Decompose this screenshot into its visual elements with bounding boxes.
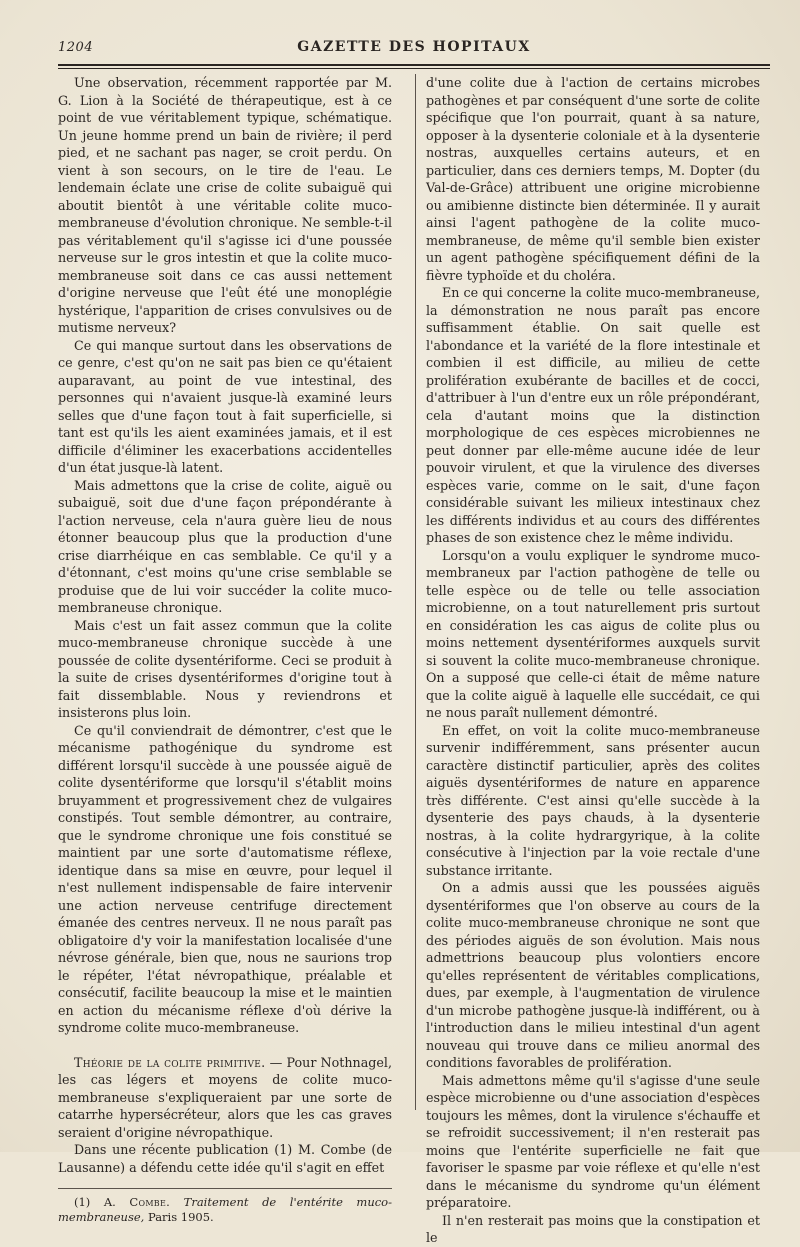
paragraph: Mais c'est un fait assez commun que la colite muco-membraneuse chronique succède à une poussée de colite dysentériforme. Ceci se produit à la suite de crises dysentériformes d'origine tout à fait dissemblable. Nous y reviendrons et insisterons plus loin. [58,617,392,720]
paragraph: Il n'en resterait pas moins que la constipation et le [426,1212,760,1245]
paragraph: En ce qui concerne la colite muco-membraneuse, la démonstration ne nous paraît pas encore suffisamment établie. On sait quelle est l'abondance et la variété de la flore intestinale et combien il est difficile, au milieu de cette prolifération exubérante de bacilles et de cocci, d'attribuer à l'un d'entre eux un rôle prépondérant, cela d'autant moins que la distinction morphologique de ces espèces microbiennes ne peut donner par elle-même aucune idée de leur pouvoir virulent, et que la virulence des diverses espèces varie, comme on le sait, d'une façon considérable suivant les milieux intestinaux chez les différents individus et au cours des différentes phases de son existence chez le même individu. [426,285,760,545]
paragraph: Ce qui manque surtout dans les observations de ce genre, c'est qu'on ne sait pas bien ce qu'étaient auparavant, au point de vue intestinal, des personnes qui n'avaient jusque-là examiné leurs selles que d'une façon tout à fait superficielle, si tant est qu'ils les aient examinées jamais, et il est difficile d'éliminer les exacerbations accidentelles d'un état jusque-là latent. [58,337,392,475]
paragraph: En effet, on voit la colite muco-membraneuse survenir indifféremment, sans présenter aucun caractère distinctif particulier, après des colites aiguës dysentériformes de nature en apparence très différente. C'est ainsi qu'elle succède à la dysenterie des pays chauds, à la dysenterie nostras, à la colite hydrargyrique, à la colite consécutive à l'injection par la voie rectale d'une substance irritante. [426,722,760,878]
paragraph: Mais admettons même qu'il s'agisse d'une seule espèce microbienne ou d'une association d'espèces toujours les mêmes, dont la virulence s'échauffe et se refroidit successivement; il n'en resterait pas moins que l'entérite superficielle ne fait que favoriser le spasme par voie réflexe et qu'elle n'est dans le mécanisme du syndrome qu'un élément préparatoire. [426,1072,760,1210]
footnote-rule [58,1188,392,1189]
left-column [58,74,392,1225]
footnote-mark: (1) A. [74,1195,130,1209]
footnote-place: Paris 1905. [144,1210,214,1224]
paragraph: On a admis aussi que les poussées aiguës dysentériformes que l'on observe au cours de la colite muco-membraneuse chronique ne sont que des périodes aiguës de son évolution. Mais nous admettrions beaucoup plus volontiers encore qu'elles représentent de véritables complications, dues, par exemple, à l'augmentation de virulence d'un microbe pathogène jusque-là indifférent, ou à l'introduction dans le milieu intestinal d'un agent nouveau qui trouve dans ce milieu anormal des conditions favorables de prolifération. [426,880,760,1070]
paragraph: Ce qu'il conviendrait de démontrer, c'est que le mécanisme pathogénique du syndrome est différent lorsqu'il succède à une poussée aiguë de colite dysentériforme que lorsqu'il s'établit moins bruyamment et progressivement chez de vulgaires constipés. Tout semble démontrer, au contraire, que le syndrome chronique une fois constitué se maintient par une sorte d'automatisme réflexe, identique dans sa mise en œuvre, pour lequel il n'est nullement indispensable de faire intervenir une action nerveuse centrifuge directement émanée des centres nerveux. Il ne nous paraît pas obligatoire d'y voir la manifestation localisée d'une névrose générale, bien que, nous ne saurions trop le répéter, l'état névropathique, préalable et consécutif, facilite beaucoup la mise et le maintien en action du mécanisme réflexe d'où dérive la syndrome colite muco-membraneuse. [58,722,392,1035]
running-title: GAZETTE DES HOPITAUX [297,39,531,55]
paragraph: Une observation, récemment rapportée par M. G. Lion à la Société de thérapeutique, est à ce point de vue véritablement typique, schématique. Un jeune homme prend un bain de rivière; il perd pied, et ne sachant pas nager, se croit perdu. On vient à son secours, on le tire de l'eau. Le lendemain éclate une crise de colite subaiguë qui aboutit bientôt à une véritable colite muco-membraneuse d'évolution chronique. Ne semble-t-il pas véritablement qu'il s'agisse ici d'une poussée nerveuse sur le gros intestin et que la colite muco-membraneuse soit dans ce cas aussi nettement d'origine nerveuse que l'eût été une monoplégie hystérique, l'apparition de crises convulsives ou de mutisme nerveux? [58,75,392,335]
page-header [58,38,770,62]
footnote-author: Combe. [129,1195,171,1209]
footnote-title: Traitement de l'entérite muco-membraneuse, [58,1195,392,1224]
page-number: 1204 [58,40,94,55]
header-rule-thick [58,64,770,66]
header-rule-thin [58,68,770,69]
section-heading: Théorie de la colite primitive. [74,1054,266,1070]
section-paragraph [58,1054,392,1142]
section-text: — Pour Nothnagel, les cas légers et moyens de colite muco-membraneuse s'expliqueraient par une sorte de catarrhe hypersécréteur, alors que les cas graves seraient d'origine névropathique. [58,1054,392,1140]
paragraph: d'une colite due à l'action de certains microbes pathogènes et par conséquent d'une sorte de colite spécifique que l'on pourrait, quant à sa nature, opposer à la dysenterie coloniale et à la dysenterie nostras, auxquelles certains auteurs, et en particulier, dans ces derniers temps, M. Dopter (du Val-de-Grâce) attribuent une origine microbienne ou amibienne distincte bien déterminée. Il y aurait ainsi l'agent pathogène de la colite muco-membraneuse, de même qu'il semble bien exister un agent pathogène spécifiquement défini de la fièvre typhoïde et du choléra. [426,75,760,283]
footnote [58,1195,392,1225]
column-divider [415,74,416,1110]
paragraph: Lorsqu'on a voulu expliquer le syndrome muco-membraneux par l'action pathogène de telle ou telle espèce ou de telle ou telle association microbienne, on a tout naturellement pris surtout en considération les cas aigus de colite plus ou moins nettement dysentériformes auxquels survit si souvent la colite muco-membraneuse chronique. On a supposé que celle-ci était de même nature que la colite aiguë à laquelle elle succédait, ce qui ne nous paraît nullement démontré. [426,547,760,720]
paragraph: Dans une récente publication (1) M. Combe (de Lausanne) a défendu cette idée qu'il s'agit en effet [58,1142,392,1175]
right-column [426,74,760,1247]
paragraph: Mais admettons que la crise de colite, aiguë ou subaiguë, soit due d'une façon prépondérante à l'action nerveuse, cela n'aura guère lieu de nous étonner beaucoup plus que la production d'une crise diarrhéique en cas semblable. Ce qu'il y a d'étonnant, c'est moins qu'une crise semblable se produise que de lui voir succéder la colite muco-membraneuse chronique. [58,477,392,615]
